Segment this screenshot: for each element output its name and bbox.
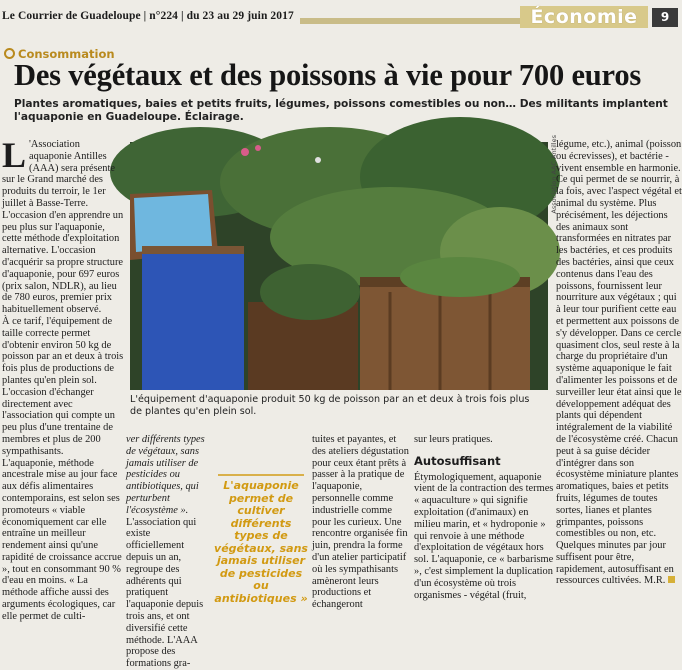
paragraph: légume, etc.), animal (poisson ou écrevisses), et bactérie - vivent ensemble en harmonie. Ce qui permet de se nourrir, à la fois, avec l'aspect végétal et animal du système. Plus précisément, les déjections des animaux sont transformées en nitrates par les bactéries, et ces produits des bactéries, ainsi que ceux contenus dans l'eau des poissons, fournissent leur nourriture aux végétaux ; qui à leur tour purifient cette eau et permettent aux poissons de s'y développer. Dans ce cercle quasiment clos, seul reste à la charge du propriétaire d'un système aquaponique le fait d'alimenter les poissons et de surveiller leur état ainsi que le développement adéquat des plants qui dépendent intégralement de la viabilité de l'écosystème créé. Chacun peut à sa guise décider d'intégrer dans son écosystème miniature plantes aromatiques, baies et petits fruits, légumes de toutes sortes, lianes et plantes grimpantes, poissons comestibles ou non, etc. Quelques minutes par jour suffisent pour être, rapidement, autosuffisant en ressources cultivées. M.R. [556,139,682,587]
article-column-1 [2,135,124,623]
article-column-5 [556,139,682,587]
end-square-icon [668,576,675,583]
article-column-3 [270,434,410,611]
masthead-info: Le Courrier de Guadeloupe | n°224 | du 23 au 29 juin 2017 [2,10,294,22]
drop-cap: L [2,135,27,175]
paragraph: Étymologiquement, aquaponie vient de la contraction des termes « aquaculture » qui signifie exploitation (d'animaux) en milieu marin, et « hydroponie » qui renvoie à une méthode d'exploitation de végétaux hors sol. L'aquaponie, ce « barbarisme », c'est simplement la duplication d'un écosystème où trois organismes - végétal (fruit, [414,471,554,601]
article-column-4 [414,434,556,601]
photo-credit: Association AAC Antilles [550,135,558,214]
section-label: Économie [520,6,648,28]
aquaponics-photo [130,142,548,390]
page-number: 9 [652,8,678,27]
paragraph: À ce tarif, l'équipement de taille correcte permet d'obtenir environ 50 kg de poisson par an et deux à trois fois plus de productions de plantes qu'en plein sol. L'occasion d'échanger directement avec l'association qui compte un peu plus d'une trentaine de membres et plus de 200 sympathisants. [2,315,124,457]
paragraph: sur leurs pratiques. [414,434,493,445]
headline: Des végétaux et des poissons à vie pour 700 euros [14,58,642,92]
aquaponics-photo-illustration [130,142,548,390]
paragraph: ver différents types de végétaux, sans jamais utiliser de pesticides ou antibiotiques, qui perturbent l'écosystème ». [126,434,205,516]
paragraph: tuites et payantes, et des ateliers dégustation pour ceux étant prêts à passer à la pratique de l'aquaponie, personnelle comme industrielle comme pour les curieux. Une rencontre organisée fin juin, prendra la forme d'un atelier participatif où les sympathisants amèneront leurs productions et échangeront [312,434,409,611]
subheading: Autosuffisant [414,453,501,468]
standfirst: Plantes aromatiques, baies et petits fruits, légumes, poissons comestibles ou non… Des militants implantent l'aquaponie en Guadeloupe. Éclairage. [14,98,668,123]
paragraph: L'association qui existe officiellement depuis un an, regroupe des adhérents qui pratiquent l'aquaponie depuis trois ans, et ont diversifié cette méthode. L'AAA propose des formations gra- [126,516,204,670]
header-rule [300,18,522,24]
photo-caption: L'équipement d'aquaponie produit 50 kg de poisson par an et deux à trois fois plus de plantes qu'en plein sol. [130,394,530,417]
kicker-text: Consommation [18,47,115,61]
paragraph: 'Association aquaponie Antilles (AAA) sera présente sur le Grand marché des produits du terroir, le 1er juillet à Basse-Terre. L'occasion d'en apprendre un peu plus sur l'aquaponie, cette méthode d'exploitation alternative. L'occasion d'acquérir sa propre structure d'aquaponie, pour 697 euros (prix salon, NDLR), au lieu de 780 euros, premier prix habituellement observé. [2,139,124,316]
paragraph: L'aquaponie, méthode ancestrale mise au jour face aux défis alimentaires contemporains, est selon ses promoteurs « viable économiquement car elle entraîne un meilleur rendement ainsi qu'une rapidité de croissance accrue », tout en consommant 90 % d'eau en moins. « La méthode affiche aussi des arguments écologiques, car elle permet de culti- [2,457,122,622]
pull-quote-text: L'aquaponie permet de cultiver différents types de végétaux, sans jamais utiliser de pesticides ou antibiotiques » [214,479,308,605]
page-header [0,6,682,28]
